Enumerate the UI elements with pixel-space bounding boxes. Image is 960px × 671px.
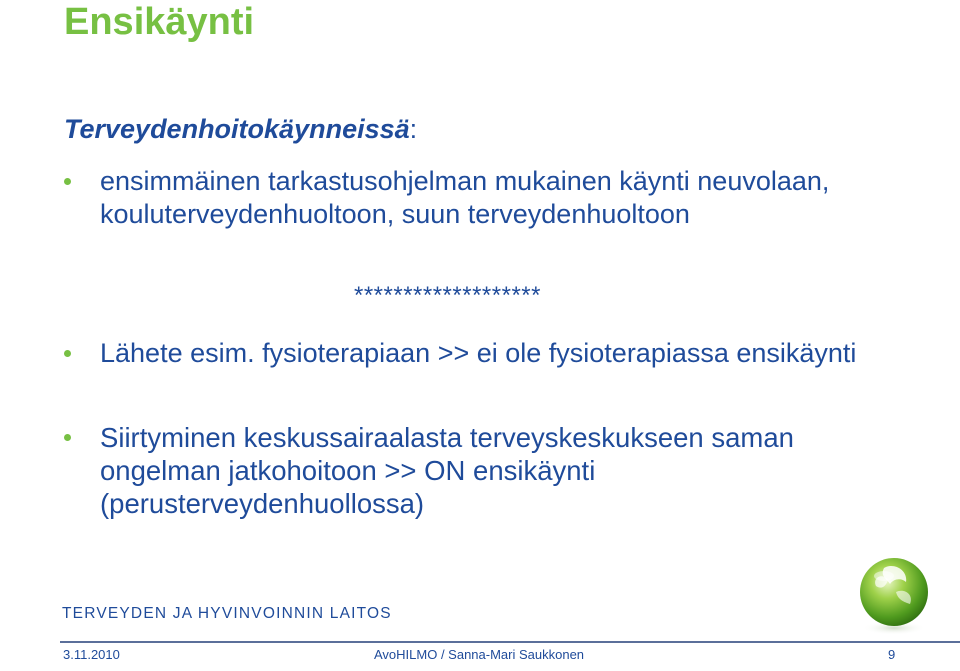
organization-name: TERVEYDEN JA HYVINVOINNIN LAITOS (62, 605, 392, 622)
bullet-text: Lähete esim. fysioterapiaan >> ei ole fysioterapiassa ensikäynti (100, 338, 857, 368)
bullet-text: ensimmäinen tarkastusohjelman mukainen käynti neuvolaan, kouluterveydenhuoltoon, suun terveydenhuoltoon (100, 166, 830, 229)
footer-divider (60, 641, 960, 643)
green-globe-leaf-logo-icon (836, 548, 936, 638)
footer-date: 3.11.2010 (63, 647, 120, 662)
separator-asterisks: ******************* (354, 282, 541, 309)
footer-author: AvoHILMO / Sanna-Mari Saukkonen (374, 647, 585, 662)
slide-subtitle (64, 112, 417, 146)
slide-title: Ensikäynti (64, 1, 255, 43)
bullet-text: Siirtyminen keskussairaalasta terveyskeskukseen saman ongelman jatkohoitoon >> ON ensikäynti (perusterveydenhuollossa) (100, 422, 794, 519)
subtitle-emphasis: Terveydenhoitokäynneissä (64, 114, 410, 144)
subtitle-colon: : (409, 114, 418, 144)
page-number: 9 (888, 647, 896, 662)
bullet-dot-icon (64, 350, 71, 357)
bullet-dot-icon (64, 434, 71, 441)
bullet-dot-icon (64, 178, 71, 185)
